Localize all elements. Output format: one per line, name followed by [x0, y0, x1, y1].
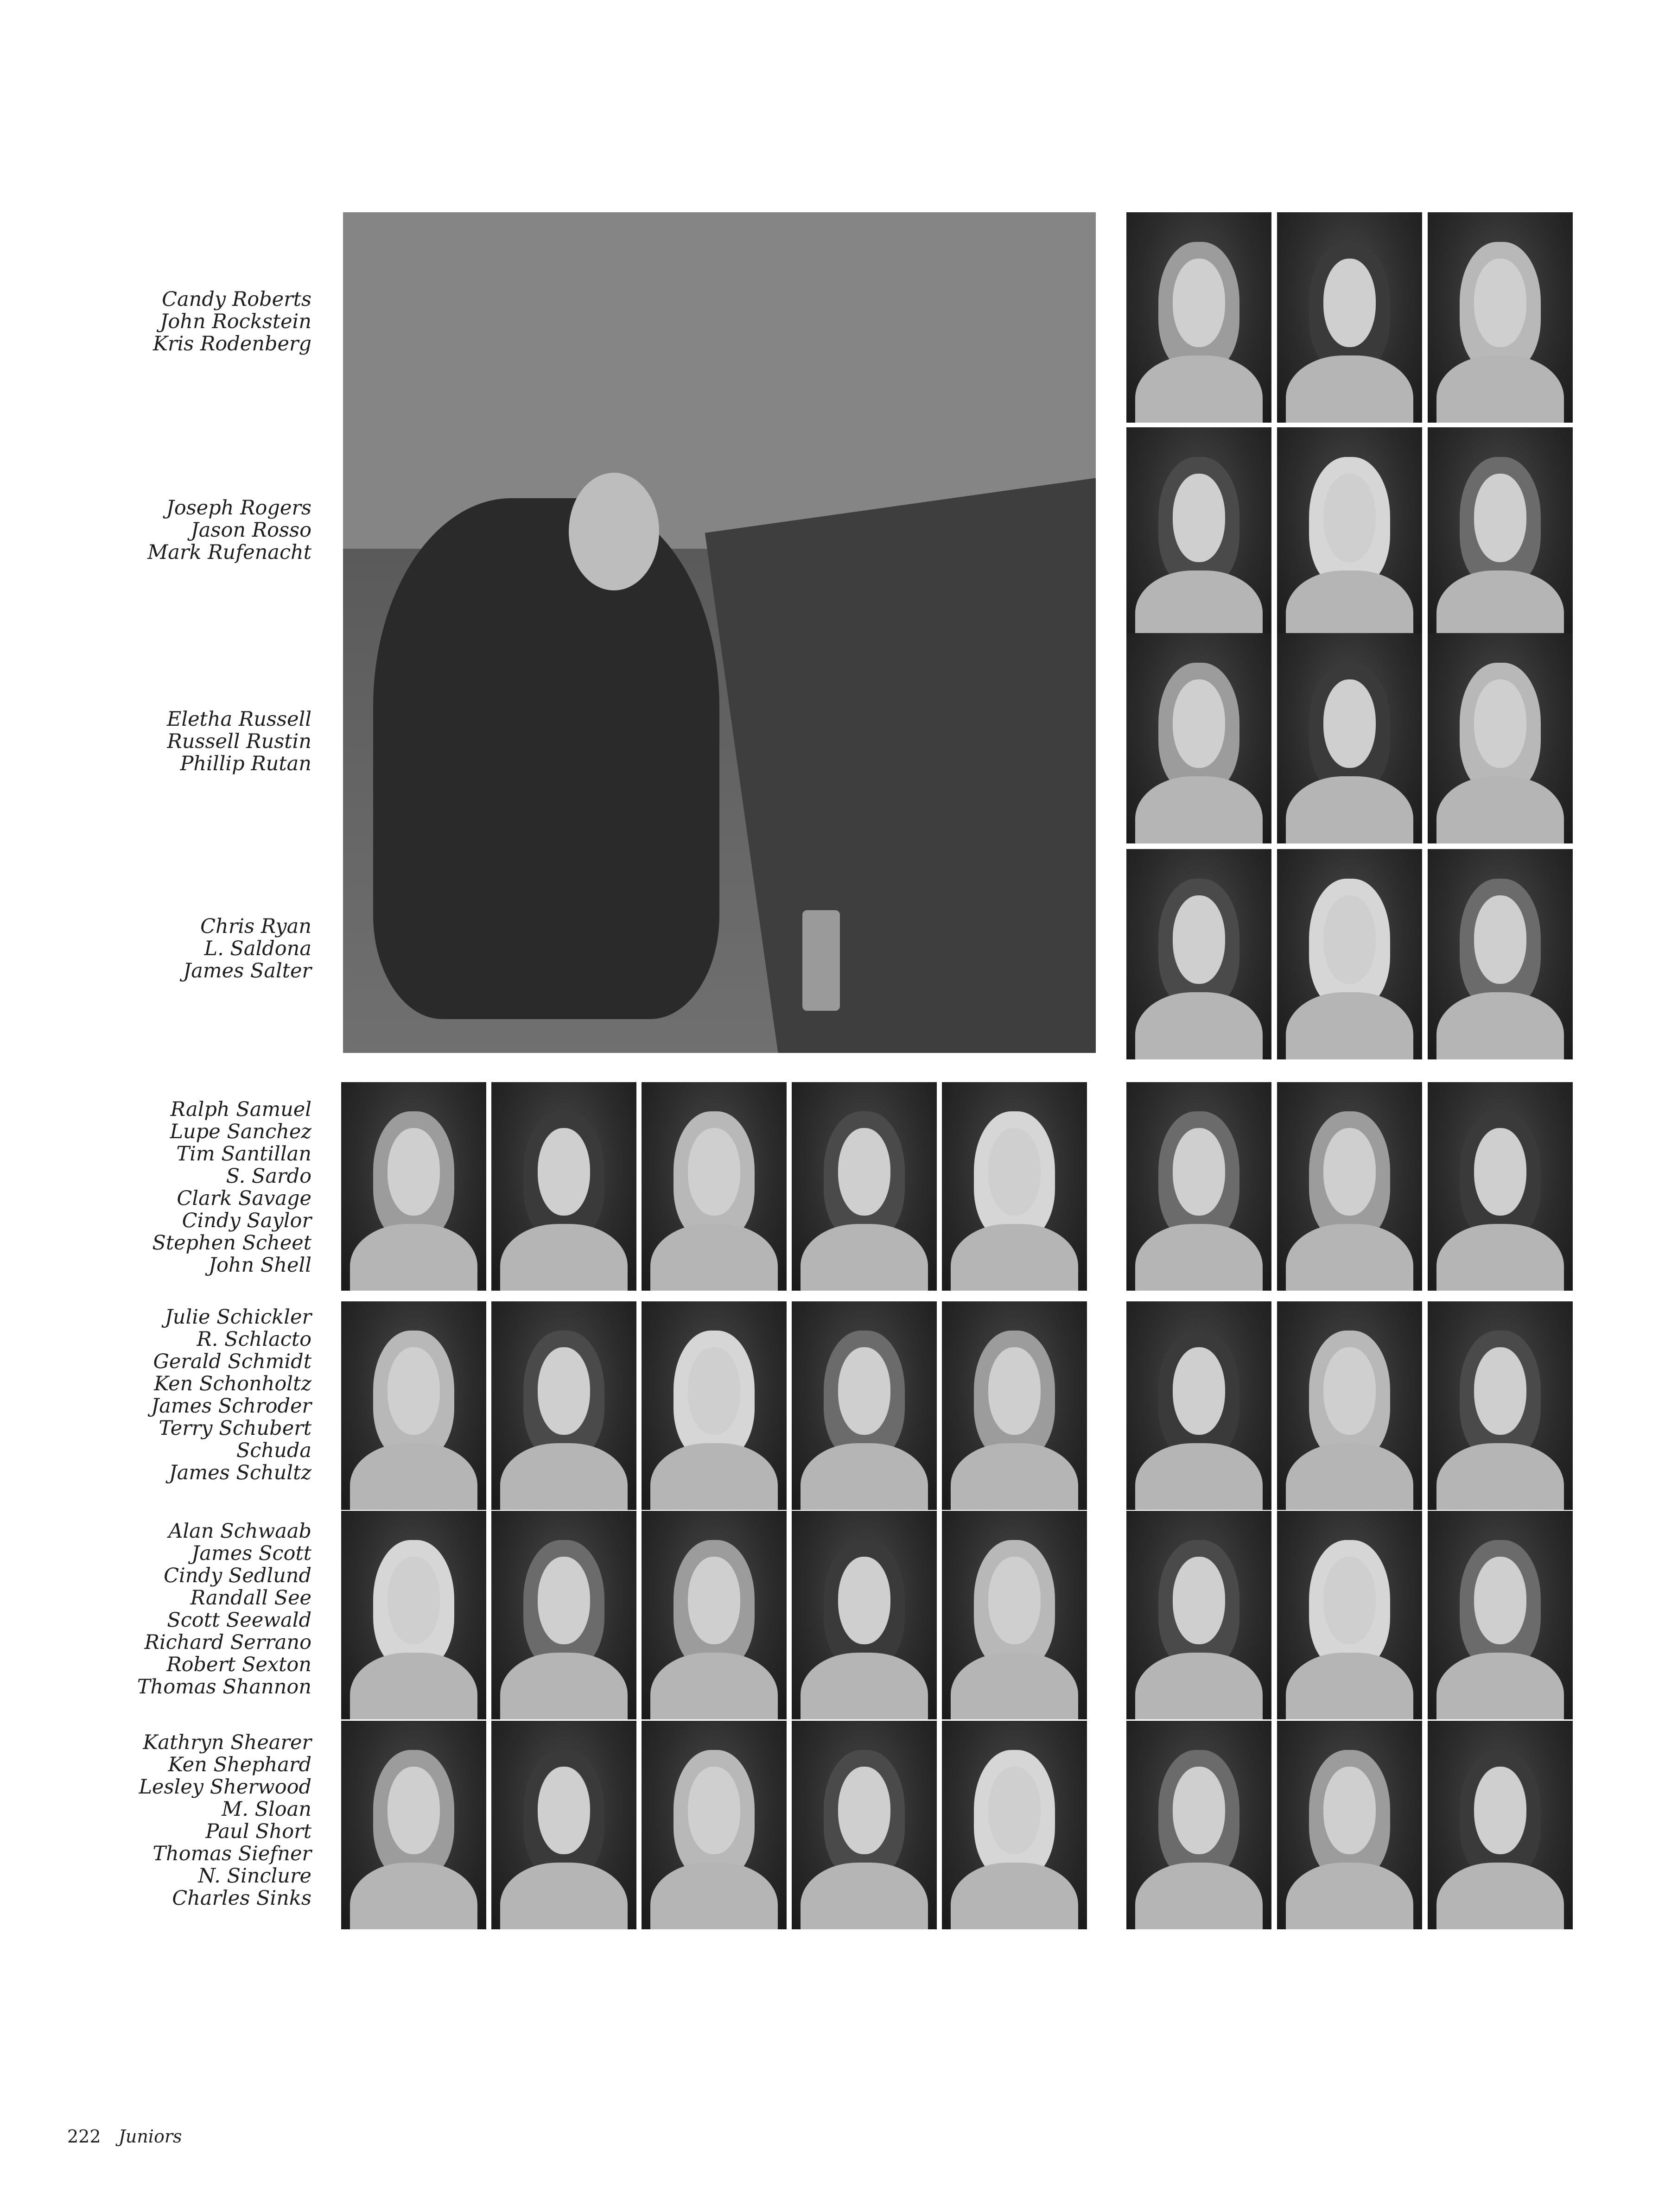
portrait-photo	[1126, 1301, 1271, 1510]
portrait-photo	[1126, 1082, 1271, 1291]
name-group	[0, 1731, 311, 1909]
portrait-photo	[792, 1082, 937, 1291]
portrait-photo	[1126, 212, 1271, 423]
portrait-photo	[1126, 427, 1271, 638]
portrait-photo	[792, 1511, 937, 1719]
portrait-photo	[942, 1511, 1087, 1719]
student-name: Clark Savage	[177, 1187, 311, 1210]
portrait-photo	[1277, 1721, 1422, 1929]
student-name: Stephen Scheet	[152, 1231, 311, 1255]
student-name: Lesley Sherwood	[139, 1775, 311, 1799]
student-name: Randall See	[190, 1586, 311, 1610]
page-footer	[67, 2126, 182, 2147]
student-name: James Scott	[191, 1542, 311, 1565]
portrait-photo	[642, 1301, 787, 1510]
candid-figure	[373, 498, 719, 1020]
portrait-photo	[792, 1301, 937, 1510]
student-name: James Salter	[183, 959, 311, 982]
portrait-photo	[1277, 212, 1422, 423]
portrait-photo	[341, 1511, 486, 1719]
student-name: Tim Santillan	[176, 1142, 311, 1166]
student-name: Cindy Saylor	[182, 1209, 311, 1232]
student-name: R. Schlacto	[197, 1328, 311, 1351]
candid-banner	[705, 470, 1096, 1053]
student-name: Ralph Samuel	[170, 1098, 311, 1121]
student-name: John Rockstein	[160, 310, 311, 333]
student-name: L. Saldona	[204, 937, 311, 960]
portrait-photo	[792, 1721, 937, 1929]
student-name: Alan Schwaab	[168, 1520, 311, 1543]
student-name: Robert Sexton	[166, 1653, 311, 1676]
student-name: Phillip Rutan	[180, 752, 311, 775]
portrait-photo	[942, 1721, 1087, 1929]
name-group	[0, 288, 311, 355]
section-name: Juniors	[118, 2126, 182, 2147]
portrait-photo	[341, 1301, 486, 1510]
portrait-photo	[1277, 633, 1422, 843]
portrait-photo	[1428, 1301, 1573, 1510]
student-name: Kris Rodenberg	[153, 332, 311, 355]
student-name: Julie Schickler	[165, 1306, 311, 1329]
portrait-photo	[642, 1721, 787, 1929]
student-name: Ken Shephard	[168, 1753, 311, 1776]
portrait-photo	[642, 1082, 787, 1291]
student-name: Mark Rufenacht	[147, 541, 311, 564]
portrait-photo	[1126, 1721, 1271, 1929]
candid-figure-head	[569, 473, 659, 590]
student-name: Eletha Russell	[166, 708, 311, 731]
portrait-photo	[1126, 633, 1271, 843]
portrait-photo	[1277, 1511, 1422, 1719]
student-name: Ken Schonholtz	[154, 1372, 311, 1395]
student-name: Terry Schubert	[159, 1417, 311, 1440]
student-name: Lupe Sanchez	[170, 1120, 311, 1143]
portrait-photo	[1126, 1511, 1271, 1719]
student-name: M. Sloan	[222, 1798, 311, 1821]
portrait-photo	[341, 1082, 486, 1291]
portrait-photo	[1277, 849, 1422, 1059]
name-group	[0, 497, 311, 564]
page-number: 222	[67, 2126, 101, 2147]
student-name: Chris Ryan	[200, 915, 311, 938]
student-name: Gerald Schmidt	[153, 1350, 311, 1373]
portrait-photo	[491, 1511, 636, 1719]
name-group	[0, 1098, 311, 1276]
candid-photo	[343, 212, 1096, 1053]
name-group	[0, 708, 311, 775]
student-name: Scott Seewald	[167, 1609, 311, 1632]
portrait-photo	[1277, 427, 1422, 638]
student-name: Charles Sinks	[172, 1887, 311, 1910]
student-name: Joseph Rogers	[166, 496, 311, 520]
student-name: James Schroder	[151, 1394, 311, 1418]
student-name: Kathryn Shearer	[143, 1731, 311, 1754]
student-name: Richard Serrano	[144, 1631, 311, 1654]
portrait-photo	[642, 1511, 787, 1719]
student-name: Russell Rustin	[167, 730, 311, 753]
portrait-photo	[1428, 1721, 1573, 1929]
portrait-photo	[1277, 1301, 1422, 1510]
portrait-photo	[491, 1721, 636, 1929]
student-name: Paul Short	[205, 1820, 311, 1843]
portrait-photo	[491, 1301, 636, 1510]
student-name: N. Sinclure	[198, 1864, 311, 1888]
portrait-photo	[1126, 849, 1271, 1059]
student-name: Jason Rosso	[191, 519, 311, 542]
student-name: Thomas Shannon	[137, 1675, 311, 1699]
student-name: Thomas Siefner	[153, 1842, 311, 1865]
name-group	[0, 915, 311, 982]
student-name: Schuda	[236, 1439, 311, 1462]
portrait-photo	[1428, 1511, 1573, 1719]
student-name: Candy Roberts	[162, 288, 311, 311]
portrait-photo	[1428, 849, 1573, 1059]
name-group	[0, 1520, 311, 1698]
student-name: John Shell	[208, 1254, 311, 1277]
student-name: S. Sardo	[226, 1165, 311, 1188]
portrait-photo	[491, 1082, 636, 1291]
student-name: Cindy Sedlund	[164, 1564, 311, 1587]
name-group	[0, 1306, 311, 1484]
student-name: James Schultz	[169, 1461, 311, 1484]
portrait-photo	[1277, 1082, 1422, 1291]
portrait-photo	[942, 1082, 1087, 1291]
portrait-photo	[942, 1301, 1087, 1510]
portrait-photo	[1428, 1082, 1573, 1291]
portrait-photo	[1428, 427, 1573, 638]
portrait-photo	[1428, 633, 1573, 843]
candid-paint-jar	[802, 910, 840, 1011]
portrait-photo	[1428, 212, 1573, 423]
portrait-photo	[341, 1721, 486, 1929]
